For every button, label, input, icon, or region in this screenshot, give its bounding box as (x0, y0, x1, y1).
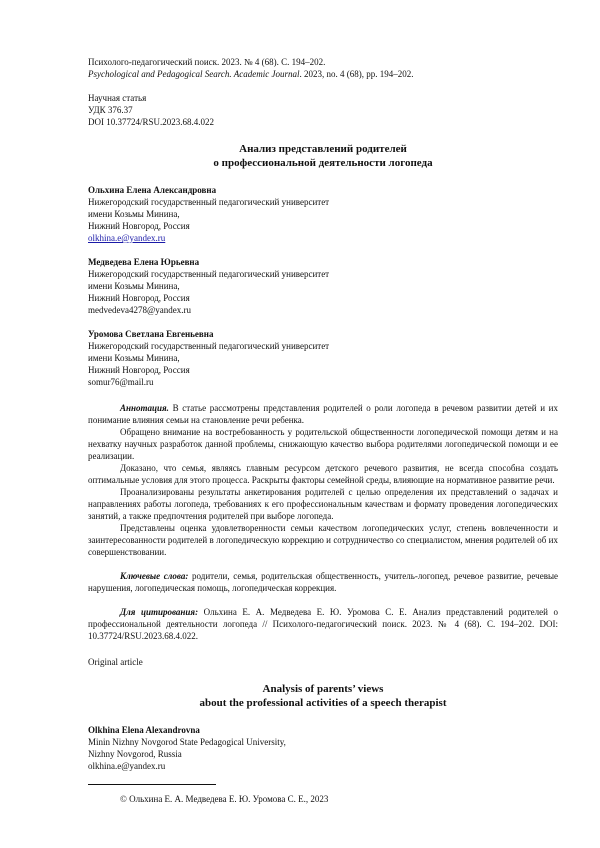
keywords-label: Ключевые слова: (120, 571, 189, 581)
author-email: medvedeva4278@yandex.ru (88, 305, 192, 315)
author-city: Нижний Новгород, Россия (88, 293, 190, 303)
author-city: Нижний Новгород, Россия (88, 221, 190, 231)
author-affiliation: Нижегородский государственный педагогический университет (88, 197, 330, 207)
author-city-en: Nizhny Novgorod, Russia (88, 749, 182, 759)
author-block (88, 184, 558, 244)
author-name: Уромова Светлана Евгеньевна (88, 329, 214, 339)
journal-header-en (88, 68, 558, 80)
title-en-line-1: Analysis of parents’ views (262, 683, 384, 695)
author-email-link[interactable]: olkhina.e@yandex.ru (88, 233, 166, 243)
title-en-line-2: about the professional activities of a speech therapist (199, 697, 447, 709)
author-affiliation-cont: имени Козьмы Минина, (88, 353, 180, 363)
copyright-notice: © Ольхина Е. А. Медведева Е. Ю. Уромова С. Е., 2023 (120, 794, 329, 804)
citation-text: Ольхина Е. А. Медведева Е. Ю. Уромова С. Е. Анализ представлений родителей о профессиональной деятельности логопеда // Психолого-педагогический поиск. 2023. № 4 (68). С. 194–202. DOI: 10.37724/RSU.2023.68.4.022. (88, 607, 558, 641)
title-ru-line-1: Анализ представлений родителей (239, 143, 407, 155)
author-affiliation-en: Minin Nizhny Novgorod State Pedagogical University, (88, 737, 286, 747)
abstract-paragraph (88, 402, 558, 426)
journal-issue-en: . 2023, no. 4 (68), pp. 194–202. (299, 69, 414, 79)
abstract-paragraph: Обращено внимание на востребованность у родительской общественности логопедической помощи детям и на нехватку научных разработок данной проблемы, снижающую качество выбора родителями логопедической помощи и ее реализации. (88, 427, 558, 461)
abstract-text: В статье рассмотрены представления родителей о роли логопеда в речевом развитии детей и их понимание влияния семьи на становление речи ребенка. (88, 403, 558, 425)
title-ru-line-2: о профессиональной деятельности логопеда (213, 157, 433, 169)
author-city: Нижний Новгород, Россия (88, 365, 190, 375)
author-name: Медведева Елена Юрьевна (88, 257, 200, 267)
citation (88, 606, 558, 642)
author-affiliation: Нижегородский государственный педагогический университет (88, 341, 330, 351)
author-affiliation: Нижегородский государственный педагогический университет (88, 269, 330, 279)
author-name-en: Olkhina Elena Alexandrovna (88, 725, 200, 735)
author-block-en (88, 724, 558, 772)
article-page (88, 56, 558, 805)
journal-header-ru: Психолого-педагогический поиск. 2023. № 4 (68). С. 194–202. (88, 57, 326, 67)
article-type-ru: Научная статья (88, 93, 147, 103)
abstract-paragraph: Доказано, что семья, являясь главным ресурсом детского речевого развития, не всегда способна создать оптимальные условия для этого процесса. Раскрыты факторы семейной среды, влияющие на нормативное развитие речи. (88, 463, 558, 485)
article-type-en: Original article (88, 657, 143, 667)
author-block (88, 328, 558, 388)
abstract-paragraph: Представлены оценка удовлетворенности семьи качеством логопедических услуг, степень вовлеченности и заинтересованности родителей в логопедическую коррекцию и сотрудничество со специалистом, мнения родителей об их совершенствовании. (88, 523, 558, 557)
author-affiliation-cont: имени Козьмы Минина, (88, 281, 180, 291)
author-email-en: olkhina.e@yandex.ru (88, 761, 166, 771)
author-affiliation-cont: имени Козьмы Минина, (88, 209, 180, 219)
doi-code: DOI 10.37724/RSU.2023.68.4.022 (88, 117, 215, 127)
keywords (88, 570, 558, 594)
keywords-text: родители, семья, родительская общественность, учитель-логопед, речевое развитие, речевые нарушения, логопедическая помощь, логопедическая коррекция. (88, 571, 558, 593)
journal-title-en: Psychological and Pedagogical Search. Academic Journal (88, 69, 300, 79)
author-block (88, 256, 558, 316)
abstract (88, 402, 558, 558)
abstract-label: Аннотация. (120, 403, 169, 413)
abstract-paragraph: Проанализированы результаты анкетирования родителей с целью определения их представлений о задачах и направлениях работы логопеда, требованиях к его профессиональным качествам и формату проведения логопедических занятий, а также предпочтения родителей при выборе логопеда. (88, 487, 558, 521)
udk-code: УДК 376.37 (88, 105, 133, 115)
author-email: somur76@mail.ru (88, 377, 154, 387)
citation-label: Для цитирования: (120, 607, 199, 617)
author-name: Ольхина Елена Александровна (88, 185, 217, 195)
